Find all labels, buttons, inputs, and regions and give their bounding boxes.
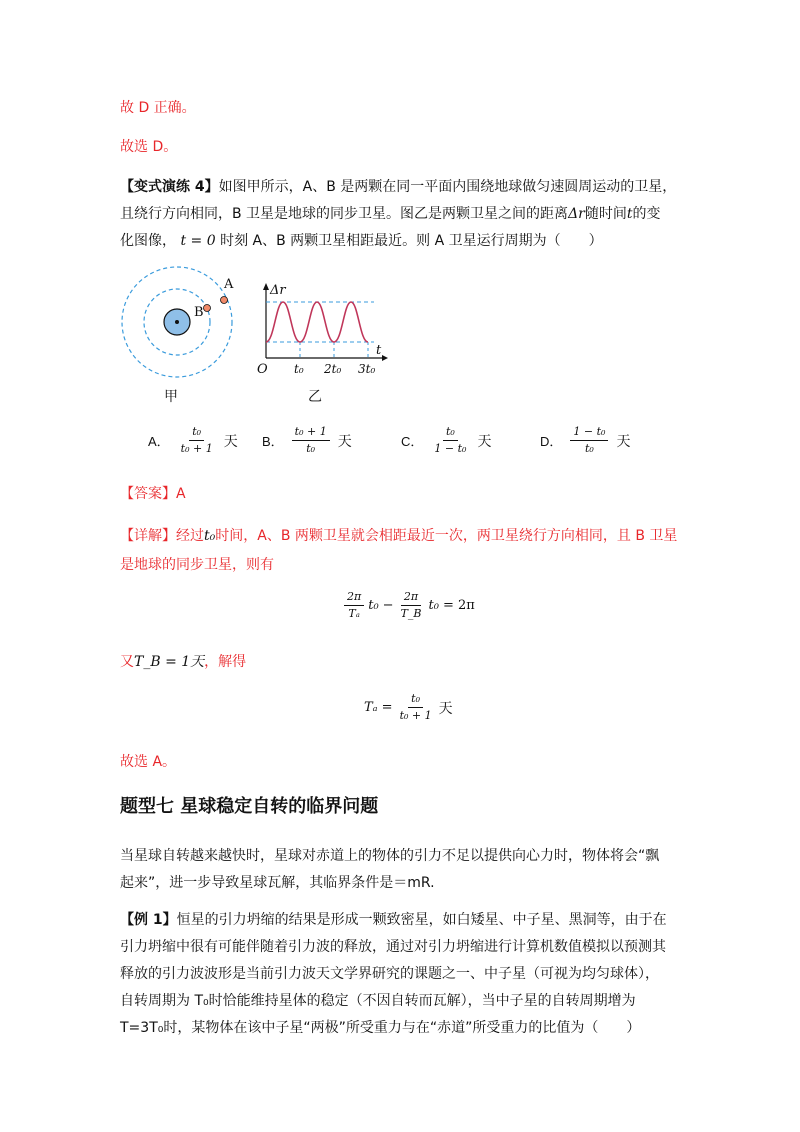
detail-tag: 【详解】 [120, 528, 176, 544]
detail-line-1 [120, 526, 677, 546]
distance-time-graph [254, 280, 394, 380]
tick-label-2t0: 2t₀ [324, 362, 342, 376]
option-a-num: t₀ [189, 425, 204, 441]
tick-label-t0: t₀ [294, 362, 304, 376]
eq1-t1: t₀ [368, 598, 379, 613]
earth-center [175, 320, 179, 324]
option-b-den: t₀ [306, 442, 316, 455]
example-line-3: 释放的引力波波形是当前引力波天文学界研究的课题之一、中子星（可视为均匀球体）， [120, 966, 659, 982]
section-title: 题型七 星球稳定自转的临界问题 [120, 796, 379, 817]
option-a-den: t₀ + 1 [180, 442, 213, 455]
eq1-frac-a-num: 2π [344, 590, 364, 606]
exercise-text-2b: 随时间 [584, 206, 627, 222]
section-para-1: 当星球自转越来越快时，星球对赤道上的物体的引力不足以提供向心力时，物体将会“飘 [120, 848, 660, 864]
option-d-unit: 天 [616, 433, 631, 450]
equation-angular [344, 590, 475, 621]
eq1-minus: − [382, 598, 394, 613]
exercise-text-2c: 的变 [632, 206, 661, 222]
eq1-frac-b [398, 590, 425, 621]
y-arrow [263, 283, 269, 290]
example-line-4: 自转周期为 T₀时恰能维持星体的稳定（不因自转而瓦解），当中子星的自转周期增为 [120, 993, 636, 1009]
example-line-1 [120, 910, 667, 930]
exercise-line-2 [120, 204, 661, 224]
eq2-den: t₀ + 1 [399, 709, 432, 722]
option-b-fraction [292, 425, 330, 456]
eq2-unit: 天 [438, 700, 453, 717]
option-c[interactable] [401, 425, 491, 456]
label-b: B [194, 305, 204, 320]
satellite-b [204, 305, 211, 312]
exercise-line-3 [120, 231, 603, 251]
x-arrow [382, 355, 388, 361]
exercise-text-3a: 化图像， [120, 233, 176, 249]
detail-text-3a: 又 [120, 654, 134, 670]
detail-line-4: 故选 A。 [120, 754, 177, 770]
section-para-2: 起来”，进一步导致星球瓦解，其临界条件是＝mR. [120, 875, 435, 891]
tb-equation: T_B = 1天 [134, 654, 205, 670]
option-c-fraction [431, 425, 469, 456]
option-d-letter: D． [540, 434, 563, 449]
example-line-2: 引力坍缩中很有可能伴随着引力波的释放，通过对引力坍缩进行计算机数值模拟以预测其 [120, 939, 666, 955]
option-a-fraction [178, 425, 216, 456]
detail-text-3b: ，解得 [204, 654, 247, 670]
option-d[interactable] [540, 425, 630, 456]
eq1-frac-b-num: 2π [401, 590, 421, 606]
option-a-letter: A． [148, 434, 170, 449]
option-c-letter: C． [401, 434, 424, 449]
option-b-num: t₀ + 1 [292, 425, 330, 441]
option-c-num: t₀ [443, 425, 458, 441]
choose-line: 故选 D。 [120, 139, 178, 155]
orbit-diagram [120, 262, 240, 386]
exercise-title-line [120, 177, 676, 197]
option-b-unit: 天 [337, 433, 352, 450]
y-axis-label: Δr [270, 283, 286, 298]
eq1-rhs: = 2π [442, 598, 475, 613]
caption-jia: 甲 [164, 389, 178, 405]
detail-line-2: 是地球的同步卫星，则有 [120, 557, 274, 573]
detail-text-1b: 时间，A、B 两颗卫星就会相距最近一次，两卫星绕行方向相同，且 B 卫星 [215, 528, 678, 544]
example-text-1: 恒星的引力坍缩的结果是形成一颗致密星，如白矮星、中子星、黑洞等，由于在 [176, 912, 667, 928]
equation-result [364, 692, 453, 723]
exercise-text-2: 且绕行方向相同，B 卫星是地球的同步卫星。图乙是两颗卫星之间的距离 [120, 206, 569, 222]
origin-label: O [257, 362, 268, 377]
exercise-text-3b: 时刻 A、B 两颗卫星相距最近。则 A 卫星运行周期为（ ） [220, 233, 603, 249]
eq1-t2: t₀ [428, 598, 439, 613]
x-axis-label: t [376, 343, 382, 358]
eq2-num: t₀ [408, 692, 423, 708]
answer-line: 【答案】A [120, 486, 186, 502]
eq1-frac-a-den: Tₐ [348, 607, 360, 620]
t0-symbol: t₀ [204, 528, 216, 544]
option-a-unit: 天 [223, 433, 238, 450]
t-zero-equation: t = 0 [180, 233, 216, 249]
caption-yi: 乙 [308, 389, 322, 405]
option-d-fraction [570, 425, 608, 456]
eq1-frac-b-den: T_B [400, 607, 422, 620]
option-c-den: 1 − t₀ [434, 442, 467, 455]
eq2-frac [397, 692, 435, 723]
option-d-den: t₀ [584, 442, 594, 455]
example-tag: 【例 1】 [120, 912, 177, 928]
example-line-5: T=3T₀时，某物体在该中子星“两极”所受重力与在“赤道”所受重力的比值为（ ） [120, 1020, 641, 1036]
option-d-num: 1 − t₀ [570, 425, 608, 441]
distance-wave [266, 302, 368, 342]
option-a[interactable] [148, 425, 238, 456]
option-b-letter: B． [262, 434, 284, 449]
satellite-a [221, 297, 228, 304]
option-b[interactable] [262, 425, 352, 456]
conclusion-line: 故 D 正确。 [120, 100, 196, 116]
tick-label-3t0: 3t₀ [358, 362, 376, 376]
delta-r-symbol: Δr [568, 206, 585, 222]
t-symbol: t [626, 206, 633, 222]
eq2-lhs: Tₐ = [364, 700, 393, 715]
label-a: A [224, 277, 234, 292]
detail-line-3 [120, 652, 246, 672]
option-c-unit: 天 [477, 433, 492, 450]
detail-text-1a: 经过 [176, 528, 204, 544]
exercise-tag: 【变式演练 4】 [120, 179, 219, 195]
eq1-frac-a [344, 590, 364, 621]
exercise-text-1: 如图甲所示，A、B 是两颗在同一平面内围绕地球做匀速圆周运动的卫星， [218, 179, 677, 195]
